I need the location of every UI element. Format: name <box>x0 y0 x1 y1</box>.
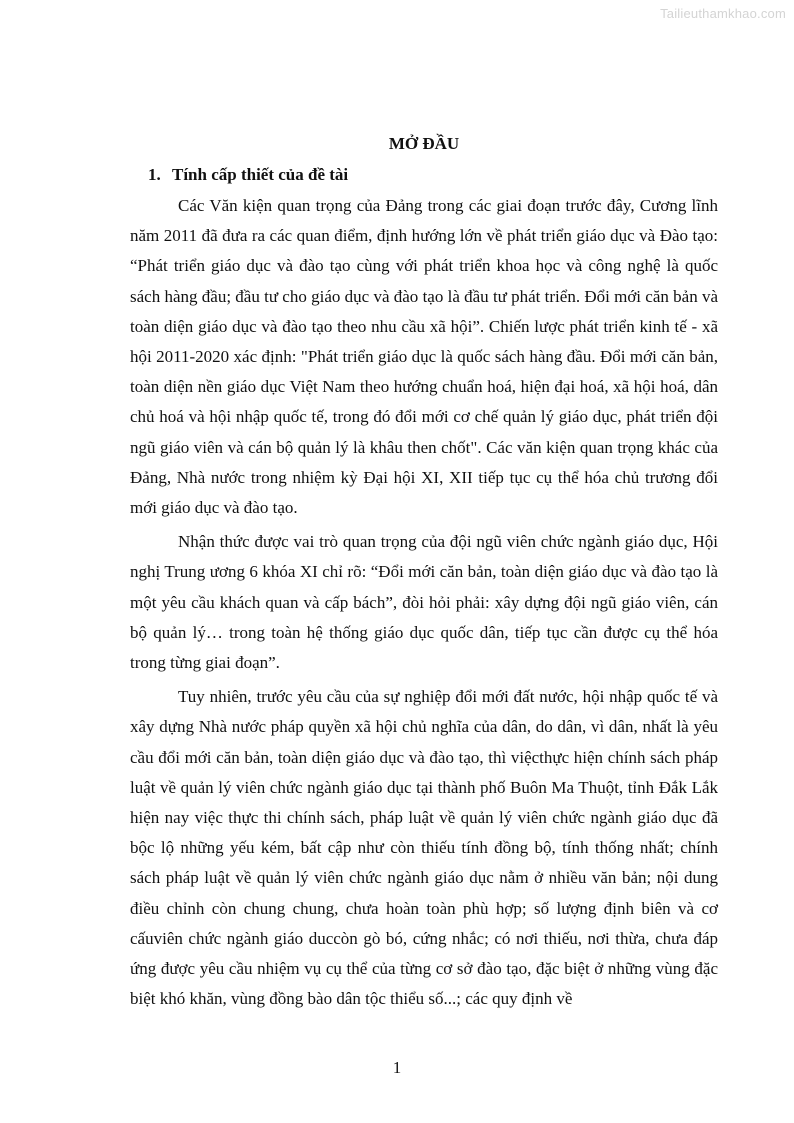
page-number: 1 <box>392 1058 402 1077</box>
section-number: 1. <box>148 165 161 184</box>
page-title: MỞ ĐẦU <box>388 134 460 153</box>
paragraph-2: Nhận thức được vai trò quan trọng của đội ngũ viên chức ngành giáo dục, Hội nghị Trung ương 6 khóa XI chỉ rõ: “Đổi mới căn bản, toàn diện giáo dục và đào tạo là một yêu cầu khách quan và cấp bách”, đòi hỏi phải: xây dựng đội ngũ giáo viên, cán bộ quản lý… trong toàn hệ thống giáo dục quốc dân, tiếp tục cần được cụ thể hóa trong từng giai đoạn”. <box>130 532 718 673</box>
watermark: Tailieuthamkhao.com <box>660 6 786 21</box>
section-heading-text: Tính cấp thiết của đề tài <box>172 165 349 184</box>
paragraph-3: Tuy nhiên, trước yêu cầu của sự nghiệp đổi mới đất nước, hội nhập quốc tế và xây dựng Nhà nước pháp quyền xã hội chủ nghĩa của dân, do dân, vì dân, nhất là yêu cầu đổi mới căn bản, toàn diện giáo dục và đào tạo, thì việcthực hiện chính sách pháp luật về quản lý viên chức ngành giáo dục tại thành phố Buôn Ma Thuột, tỉnh Đắk Lắk hiện nay việc thực thi chính sách, pháp luật về quản lý viên chức ngành giáo dục đã bộc lộ những yếu kém, bất cập như còn thiếu tính đồng bộ, tính thống nhất; chính sách pháp luật về quản lý viên chức ngành giáo dục nằm ở nhiều văn bản; nội dung điều chỉnh còn chung chung, chưa hoàn toàn phù hợp; số lượng định biên và cơ cấuviên chức ngành giáo duccòn gò bó, cứng nhắc; có nơi thiếu, nơi thừa, chưa đáp ứng được yêu cầu nhiệm vụ cụ thể của từng cơ sở đào tạo, đặc biệt ở những vùng đặc biệt khó khăn, vùng đồng bào dân tộc thiểu số...; các quy định về <box>130 687 718 1009</box>
paragraph-1: Các Văn kiện quan trọng của Đảng trong các giai đoạn trước đây, Cương lĩnh năm 2011 đã đưa ra các quan điểm, định hướng lớn về phát triển giáo dục và Đào tạo: “Phát triển giáo dục và đào tạo cùng với phát triển khoa học và công nghệ là quốc sách hàng đầu; đầu tư cho giáo dục và đào tạo là đầu tư phát triển. Đổi mới căn bản và toàn diện giáo dục và đào tạo theo nhu cầu xã hội”. Chiến lược phát triển kinh tế - xã hội 2011-2020 xác định: "Phát triển giáo dục là quốc sách hàng đầu. Đổi mới căn bản, toàn diện nền giáo dục Việt Nam theo hướng chuẩn hoá, hiện đại hoá, xã hội hoá, dân chủ hoá và hội nhập quốc tế, trong đó đổi mới cơ chế quản lý giáo dục, phát triển đội ngũ giáo viên và cán bộ quản lý là khâu then chốt". Các văn kiện quan trọng khác của Đảng, Nhà nước trong nhiệm kỳ Đại hội XI, XII tiếp tục cụ thể hóa chủ trương đổi mới giáo dục và đào tạo. <box>130 196 718 518</box>
section-heading <box>148 161 718 189</box>
document-body <box>130 131 718 1014</box>
